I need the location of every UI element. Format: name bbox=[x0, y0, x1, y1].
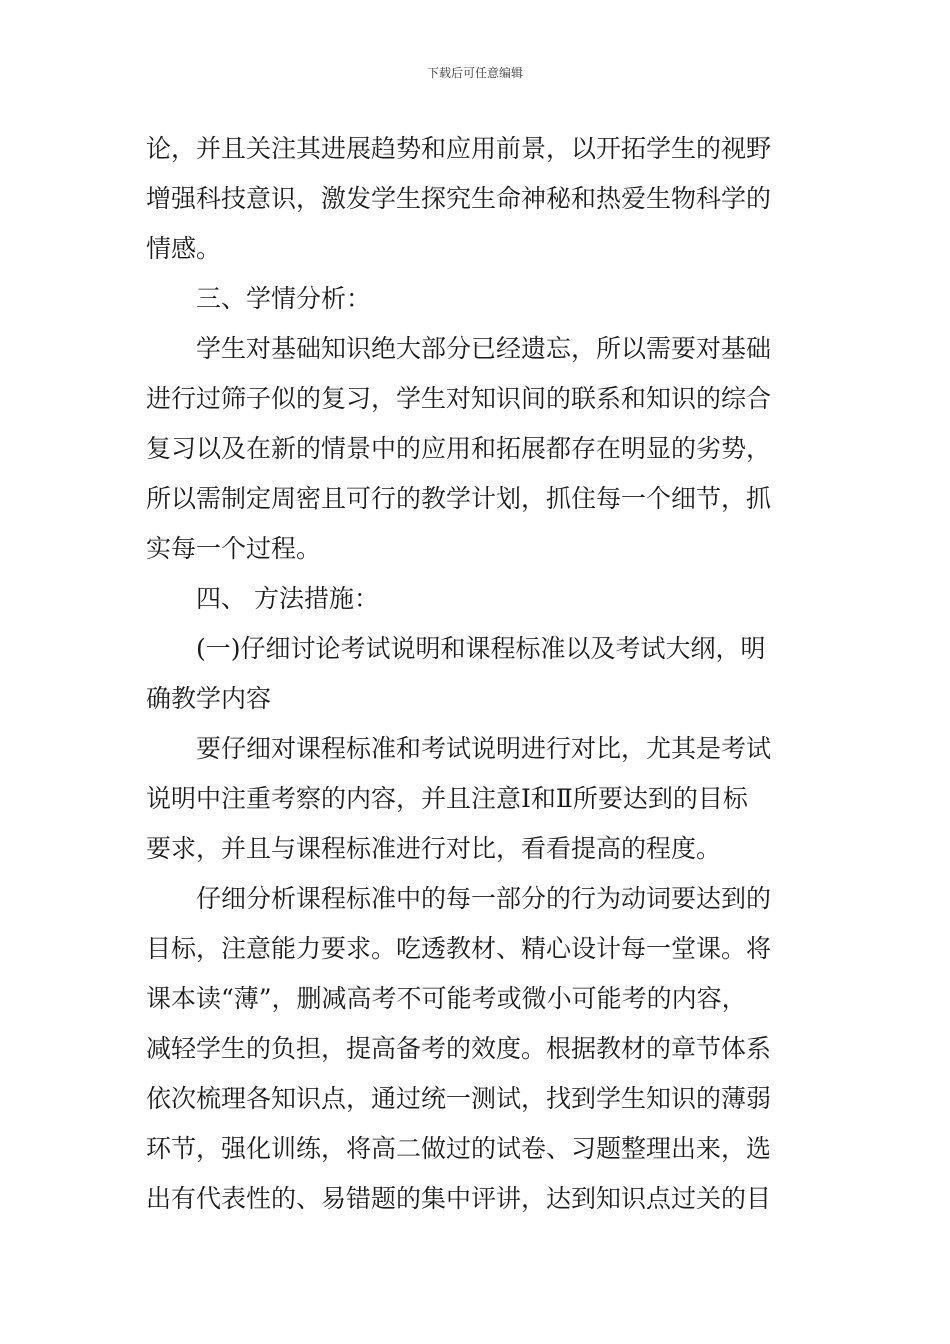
subsection-heading: (一)仔细讨论考试说明和课程标准以及考试大纲，明 bbox=[196, 634, 766, 663]
text-line: 减轻学生的负担，提高备考的效度。根据教材的章节体系 bbox=[146, 1034, 772, 1063]
document-body bbox=[146, 124, 812, 1224]
text-line: 复习以及在新的情景中的应用和拓展都存在明显的劣势， bbox=[146, 434, 772, 463]
text-line: 所以需制定周密且可行的教学计划，抓住每一个细节，抓 bbox=[146, 484, 772, 513]
text-line: 仔细分析课程标准中的每一部分的行为动词要达到的 bbox=[196, 884, 772, 913]
section-heading: 四、 方法措施： bbox=[196, 584, 379, 613]
text-line: 实每一个过程。 bbox=[146, 534, 322, 563]
text-line: 环节，强化训练，将高二做过的试卷、习题整理出来，选 bbox=[146, 1134, 772, 1163]
text-line: 课本读“薄”，删减高考不可能考或微小可能考的内容， bbox=[146, 984, 747, 1013]
section-heading: 三、学情分析： bbox=[196, 284, 372, 313]
text-line: 说明中注重考察的内容，并且注意Ⅰ和Ⅱ所要达到的目标 bbox=[146, 784, 748, 813]
text-line: 出有代表性的、易错题的集中评讲，达到知识点过关的目 bbox=[146, 1184, 772, 1213]
text-line: 确教学内容 bbox=[146, 684, 272, 713]
text-line: 要仔细对课程标准和考试说明进行对比，尤其是考试 bbox=[196, 734, 772, 763]
text-line: 依次梳理各知识点，通过统一测试，找到学生知识的薄弱 bbox=[146, 1084, 772, 1113]
text-line: 学生对基础知识绝大部分已经遗忘，所以需要对基础 bbox=[196, 334, 772, 363]
text-line: 要求，并且与课程标准进行对比，看看提高的程度。 bbox=[146, 834, 722, 863]
page-header: 下载后可任意编辑 bbox=[426, 66, 523, 80]
text-line: 增强科技意识，激发学生探究生命神秘和热爱生物科学的 bbox=[146, 184, 772, 213]
text-line: 进行过筛子似的复习，学生对知识间的联系和知识的综合 bbox=[146, 384, 772, 413]
text-line: 论，并且关注其进展趋势和应用前景，以开拓学生的视野 bbox=[146, 134, 772, 163]
text-line: 目标，注意能力要求。吃透教材、精心设计每一堂课。将 bbox=[146, 934, 772, 963]
text-line: 情感。 bbox=[146, 234, 222, 263]
